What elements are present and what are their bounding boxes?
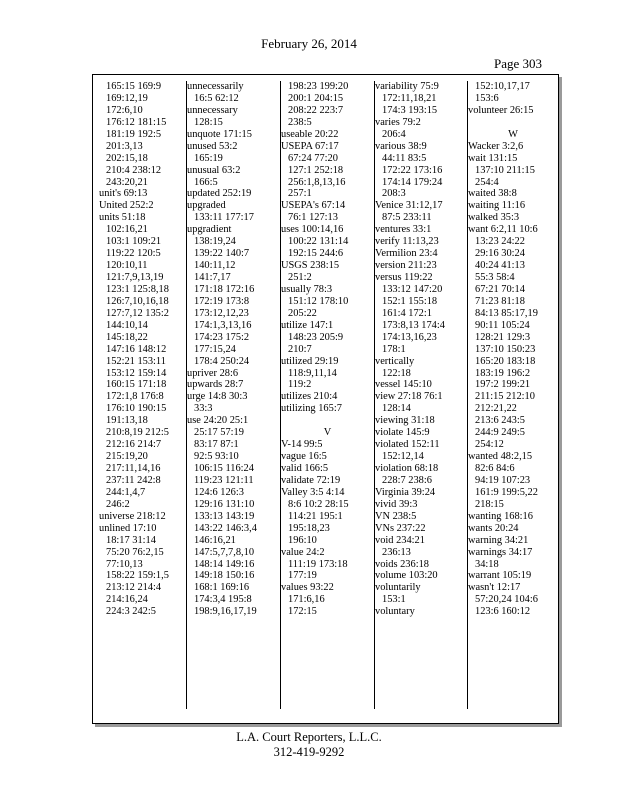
index-entry-continuation: 33:3 [194,403,213,415]
index-entry: volume 103:20 [375,570,438,582]
index-entry: upgraded [187,200,226,212]
index-entry-continuation: 128:14 [382,403,411,415]
index-entry: Virginia 39:24 [375,486,436,498]
index-entry-continuation: 153:12 159:14 [106,367,167,379]
index-entry-continuation: 224:3 242:5 [106,606,156,618]
index-entry: various 38:9 [375,140,427,152]
index-entry-continuation: 174:1,3,13,16 [194,319,252,331]
index-entry-continuation: 148:14 149:16 [194,558,255,570]
index-entry: vivid 39:3 [375,498,418,510]
index-entry-continuation: 84:13 85:17,19 [475,307,538,319]
page-number: Page 303 [494,56,543,71]
footer [0,730,618,760]
index-entry-continuation: 77:10,13 [106,558,143,570]
index-entry-continuation: 100:22 131:14 [288,236,349,248]
index-entry-continuation: 29:16 30:24 [475,248,525,260]
index-entry-continuation: 133:11 177:17 [194,212,254,224]
index-entry-continuation: 145:18,22 [106,331,148,343]
index-entry-continuation: 215:19,20 [106,451,148,463]
index-entry-continuation: 172:19 173:8 [194,295,250,307]
index-entry: useable 20:22 [281,128,339,140]
index-entry: updated 252:19 [187,188,252,200]
index-entry-continuation: 236:13 [382,546,411,558]
index-entry-continuation: 172:1,8 176:8 [106,391,164,403]
index-entry-continuation: 183:19 196:2 [475,367,531,379]
index-entry-continuation: 123:6 160:12 [475,606,531,618]
index-entry-continuation: 16:5 62:12 [194,92,239,104]
index-entry-continuation: 171:18 172:16 [194,283,255,295]
index-entry-continuation: 200:1 204:15 [288,92,344,104]
index-entry-continuation: 238:5 [288,116,312,128]
index-entry-continuation: 213:6 243:5 [475,415,525,427]
index-entry-continuation: 152:10,17,17 [475,81,530,92]
index-entry-continuation: 137:10 150:23 [475,343,536,355]
index-entry-continuation: 257:1 [288,188,312,200]
index-entry: utilizes 210:4 [281,391,338,403]
index-entry: wants 20:24 [468,522,519,534]
index-entry-continuation: 147:5,7,7,8,10 [194,546,255,558]
index-entry-continuation: 118:9,11,14 [288,367,337,379]
index-entry: viewing 31:18 [375,415,435,427]
index-entry: vessel 145:10 [375,379,432,391]
index-entry-continuation: 119:22 120:5 [106,248,161,260]
index-entry: VNs 237:22 [375,522,426,534]
index-entry: unquote 171:15 [187,128,252,140]
index-entry-continuation: 176:10 190:15 [106,403,167,415]
index-entry: units 51:18 [99,212,146,224]
index-entry: utilize 147:1 [281,319,334,331]
index-entry-continuation: 153:6 [475,92,499,104]
index-entry-continuation: 133:13 143:19 [194,510,255,522]
index-entry: view 27:18 76:1 [375,391,443,403]
index-entry-continuation: 169:12,19 [106,92,148,104]
index-entry-continuation: 165:15 169:9 [106,81,162,92]
index-entry: verify 11:13,23 [375,236,439,248]
index-entry-continuation: 168:1 169:16 [194,582,250,594]
index-entry: Venice 31:12,17 [375,200,443,212]
index-entry-continuation: 119:23 121:11 [194,474,254,486]
index-entry-continuation: 254:4 [475,176,499,188]
letter-heading: V [323,427,332,439]
index-entry-continuation: 124:6 126:3 [194,486,244,498]
index-entry-continuation: 206:4 [382,128,406,140]
index-entry: violated 152:11 [375,439,440,451]
index-entry-continuation: 178:4 250:24 [194,355,250,367]
index-entry-continuation: 57:20,24 104:6 [475,594,538,606]
index-entry: voids 236:18 [375,558,429,570]
index-entry-continuation: 208:22 223:7 [288,104,344,116]
index-entry-continuation: 34:18 [475,558,499,570]
index-entry-continuation: 210:7 [288,343,312,355]
index-entry: upwards 28:7 [187,379,244,391]
index-entry-continuation: 165:19 [194,152,223,164]
index-entry-continuation: 102:16,21 [106,224,148,236]
index-entry-continuation: 212:16 214:7 [106,439,162,451]
index-entry-continuation: 165:20 183:18 [475,355,536,367]
index-entry: Vermilion 23:4 [375,248,438,260]
index-entry-continuation: 246:2 [106,498,130,510]
reporter-name: L.A. Court Reporters, L.L.C. [236,730,382,744]
index-entry: usually 78:3 [281,283,333,295]
index-entry-continuation: 198:23 199:20 [288,81,349,92]
index-entry-continuation: 76:1 127:13 [288,212,338,224]
index-column-2 [187,81,281,709]
index-entry: wait 131:15 [468,152,518,164]
index-entry: unnecessary [187,104,238,116]
index-entry-continuation: 177:19 [288,570,317,582]
index-entry-continuation: 173:8,13 174:4 [382,319,445,331]
index-entry-continuation: 141:7,17 [194,272,231,283]
index-entry-continuation: 129:16 131:10 [194,498,255,510]
index-entry-continuation: 158:22 159:1,5 [106,570,169,582]
index-entry-continuation: 103:1 109:21 [106,236,162,248]
index-entry-continuation: 210:8,19 212:5 [106,427,169,439]
index-entry-continuation: 71:23 81:18 [475,295,525,307]
index-entry-continuation: 82:6 84:6 [475,463,515,474]
index-entry: use 24:20 25:1 [187,415,249,427]
index-entry: upriver 28:6 [187,367,239,379]
letter-heading: W [508,128,518,140]
index-entry-continuation: 152:21 153:11 [106,355,166,367]
index-entry-continuation: 161:4 172:1 [382,307,432,319]
index-entry-continuation: 83:17 87:1 [194,439,239,451]
index-entry-continuation: 75:20 76:2,15 [106,546,164,558]
index-entry-continuation: 152:12,14 [382,451,424,463]
index-entry-continuation: 174:3 193:15 [382,104,438,116]
index-entry-continuation: 149:18 150:16 [194,570,255,582]
index-column-1 [99,81,187,709]
index-entry: Wacker 3:2,6 [468,140,524,152]
index-entry-continuation: 151:12 178:10 [288,295,349,307]
index-entry-continuation: 126:7,10,16,18 [106,295,169,307]
index-entry-continuation: 208:3 [382,188,406,200]
index-entry-continuation: 119:2 [288,379,312,391]
index-entry-continuation: 138:19,24 [194,236,236,248]
index-entry-continuation: 244:9 249:5 [475,427,525,439]
index-entry: warning 34:21 [468,534,529,546]
index-entry-continuation: 172:11,18,21 [382,92,437,104]
index-entry-continuation: 178:1 [382,343,406,355]
index-entry-continuation: 123:1 125:8,18 [106,283,169,295]
index-entry: values 93:22 [281,582,334,594]
index-column-3 [281,81,375,709]
index-entry-continuation: 212:21,22 [475,403,517,415]
index-entry-continuation: 166:5 [194,176,218,188]
index-entry-continuation: 196:10 [288,534,317,546]
index-entry-continuation: 8:6 10:2 28:15 [288,498,349,510]
index-entry-continuation: 87:5 233:11 [382,212,432,224]
index-entry-continuation: 192:15 244:6 [288,248,344,260]
index-entry-continuation: 139:22 140:7 [194,248,250,260]
index-entry: valid 166:5 [281,463,329,474]
index-column-5 [468,81,558,709]
index-entry: variability 75:9 [375,81,439,92]
index-entry-continuation: 106:15 116:24 [194,463,254,474]
index-entry-continuation: 67:24 77:20 [288,152,338,164]
index-entry-continuation: 256:1,8,13,16 [288,176,346,188]
index-entry: V-14 99:5 [281,439,323,451]
index-entry: volunteer 26:15 [468,104,534,116]
index-entry-continuation: 153:1 [382,594,406,606]
index-entry: ventures 33:1 [375,224,432,236]
index-entry-continuation: 172:22 173:16 [382,164,443,176]
index-entry-continuation: 174:3,4 195:8 [194,594,252,606]
index-entry: USEPA 67:17 [281,140,339,152]
index-entry-continuation: 213:12 214:4 [106,582,162,594]
index-entry-continuation: 111:19 173:18 [288,558,348,570]
index-entry: wanting 168:16 [468,510,533,522]
blank-line [281,415,374,427]
index-entry-continuation: 181:19 192:5 [106,128,162,140]
index-entry-continuation: 147:16 148:12 [106,343,167,355]
index-entry-continuation: 120:10,11 [106,260,148,272]
index-entry: VN 238:5 [375,510,417,522]
index-entry: violate 145:9 [375,427,430,439]
index-entry-continuation: 244:1,4,7 [106,486,146,498]
index-entry-continuation: 172:15 [288,606,317,618]
index-column-4 [375,81,468,709]
index-entry-continuation: 55:3 58:4 [475,272,515,283]
index-entry-continuation: 218:15 [475,498,504,510]
index-entry-continuation: 40:24 41:13 [475,260,525,272]
index-entry-continuation: 160:15 171:18 [106,379,167,391]
index-entry-continuation: 251:2 [288,272,312,283]
index-entry-continuation: 128:21 129:3 [475,331,531,343]
index-entry-continuation: 201:3,13 [106,140,143,152]
index-entry-continuation: 174:23 175:2 [194,331,250,343]
index-entry-continuation: 191:13,18 [106,415,148,427]
index-entry: validate 72:19 [281,474,341,486]
index-entry-continuation: 44:11 83:5 [382,152,427,164]
index-entry: utilized 29:19 [281,355,339,367]
index-entry: vague 16:5 [281,451,327,463]
index-entry: violation 68:18 [375,463,439,474]
index-entry-continuation: 13:23 24:22 [475,236,525,248]
index-page [92,74,559,724]
index-entry: unit's 69:13 [99,188,148,200]
reporter-phone: 312-419-9292 [273,745,345,759]
index-entry-continuation: 92:5 93:10 [194,451,239,463]
index-entry-continuation: 122:18 [382,367,411,379]
index-entry: varies 79:2 [375,116,421,128]
date-header: February 26, 2014 [261,36,357,51]
index-entry-continuation: 144:10,14 [106,319,148,331]
index-entry-continuation: 121:7,9,13,19 [106,272,164,283]
index-entry-continuation: 114:21 195:1 [288,510,343,522]
index-entry-continuation: 171:6,16 [288,594,325,606]
index-entry-continuation: 237:11 242:8 [106,474,161,486]
index-entry-continuation: 174:13,16,23 [382,331,437,343]
index-entry: urge 14:8 30:3 [187,391,248,403]
index-entry-continuation: 67:21 70:14 [475,283,525,295]
index-entry-continuation: 161:9 199:5,22 [475,486,538,498]
index-entry-continuation: 143:22 146:3,4 [194,522,257,534]
index-entry: warrant 105:19 [468,570,532,582]
index-entry-continuation: 254:12 [475,439,504,451]
index-entry: voluntary [375,606,415,618]
index-entry-continuation: 133:12 147:20 [382,283,443,295]
index-entry-continuation: 18:17 31:14 [106,534,156,546]
index-entry-continuation: 148:23 205:9 [288,331,344,343]
index-entry: universe 218:12 [99,510,166,522]
index-entry-continuation: 202:15,18 [106,152,148,164]
index-entry: void 234:21 [375,534,425,546]
index-entry: version 211:23 [375,260,437,272]
index-entry-continuation: 217:11,14,16 [106,463,161,474]
index-entry-continuation: 25:17 57:19 [194,427,244,439]
index-entry: waiting 11:16 [468,200,526,212]
index-entry: versus 119:22 [375,272,433,283]
index-entry-continuation: 210:4 238:12 [106,164,162,176]
index-entry: warnings 34:17 [468,546,533,558]
blank-line [468,117,558,129]
index-entry-continuation: 137:10 211:15 [475,164,535,176]
index-entry: vertically [375,355,415,367]
index-entry: USGS 238:15 [281,260,340,272]
index-entry: USEPA's 67:14 [281,200,346,212]
index-entry-continuation: 243:20,21 [106,176,148,188]
index-entry-continuation: 127:7,12 135:2 [106,307,169,319]
index-entry: voluntarily [375,582,421,594]
index-entry: wanted 48:2,15 [468,451,533,463]
index-entry: upgradient [187,224,232,236]
index-entry: Valley 3:5 4:14 [281,486,345,498]
index-entry-continuation: 197:2 199:21 [475,379,531,391]
index-entry-continuation: 195:18,23 [288,522,330,534]
index-entry-continuation: 174:14 179:24 [382,176,443,188]
index-entry-continuation: 177:15,24 [194,343,236,355]
index-entry-continuation: 205:22 [288,307,317,319]
index-entry-continuation: 90:11 105:24 [475,319,530,331]
index-entry-continuation: 214:16,24 [106,594,148,606]
index-entry-continuation: 211:15 212:10 [475,391,535,403]
index-entry-continuation: 198:9,16,17,19 [194,606,257,618]
index-entry: uses 100:14,16 [281,224,344,236]
index-entry: unnecessarily [187,81,244,92]
index-entry: unusual 63:2 [187,164,241,176]
index-entry-continuation: 127:1 252:18 [288,164,344,176]
index-entry: United 252:2 [99,200,154,212]
index-entry-continuation: 152:1 155:18 [382,295,438,307]
index-entry-continuation: 140:11,12 [194,260,236,272]
index-entry: utilizing 165:7 [281,403,342,415]
index-entry-continuation: 146:16,21 [194,534,236,546]
index-entry-continuation: 172:6,10 [106,104,143,116]
index-entry-continuation: 176:12 181:15 [106,116,167,128]
index-entry: waited 38:8 [468,188,517,200]
index-entry-continuation: 94:19 107:23 [475,474,531,486]
index-entry-continuation: 128:15 [194,116,223,128]
index-entry: wasn't 12:17 [468,582,521,594]
index-entry-continuation: 228:7 238:6 [382,474,432,486]
index-entry: unlined 17:10 [99,522,157,534]
index-entry: walked 35:3 [468,212,520,224]
index-entry: want 6:2,11 10:6 [468,224,538,236]
index-entry: unused 53:2 [187,140,238,152]
index-entry: value 24:2 [281,546,325,558]
index-entry-continuation: 173:12,12,23 [194,307,249,319]
